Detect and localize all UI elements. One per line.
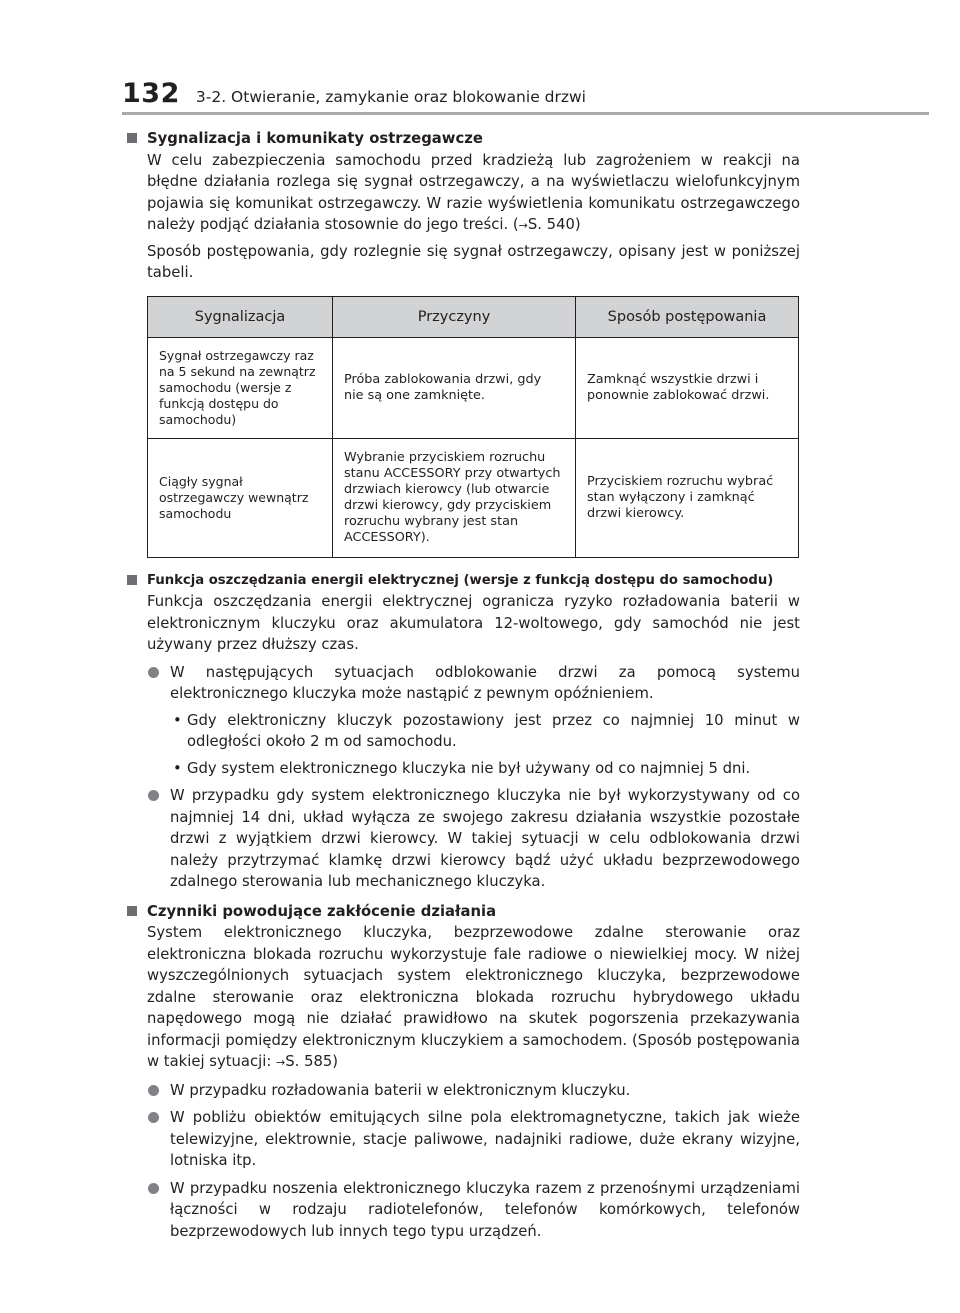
paragraph-text: System elektronicznego kluczyka, bezprzewodowe zdalne sterowanie oraz elektroniczna blokada rozruchu wykorzystuje fale radiowe o niewielkiej mocy. W niżej wyszczególnionych sytuacjach system elektronicznego kluczyka, bezprzewodowe zdalne sterowanie oraz elektroniczna blokada rozruchu hybrydowego układu napędowego mogą nie działać prawidłowo na skutek pogorszenia przekazywania informacji pomiędzy elektronicznym kluczykiem a samochodem. (Sposób postępowania w takiej sytuacji: [147,924,800,1070]
section-heading-energy-saving [125,570,800,592]
list-item [125,1107,800,1172]
paragraph: Funkcja oszczędzania energii elektrycznej ogranicza ryzyko rozładowania baterii w elektronicznym kluczyku oraz akumulatora 12-woltowego, gdy samochód nie jest używany przez dłuższy czas. [147,593,800,653]
column-header: Sposób postępowania [576,296,799,337]
round-bullet-icon [148,667,159,678]
square-bullet-icon [127,575,137,585]
page-number: 132 [122,78,180,109]
round-bullet-icon [148,1183,159,1194]
list-item [125,1178,800,1243]
list-item-text: W przypadku rozładowania baterii w elektronicznym kluczyku. [170,1081,631,1099]
chapter-title: 3-2. Otwieranie, zamykanie oraz blokowanie drzwi [195,88,586,106]
column-header: Przyczyny [333,296,576,337]
table-row [148,438,799,557]
sub-list-item-text: Gdy elektroniczny kluczyk pozostawiony jest przez co najmniej 10 minut w odległości około 2 m od samochodu. [187,711,800,750]
bullet-icon: • [173,759,182,777]
page-reference: S. 585) [285,1053,339,1070]
paragraph-text: W celu zabezpieczenia samochodu przed kradzieżą lub zagrożeniem w reakcji na błędne działania rozlega się sygnał ostrzegawczy, a na wyświetlaczu wielofunkcyjnym pojawia się komunikat ostrzegawczy. W razie wyświetlenia komunikatu ostrzegawczego należy podjąć działania stosownie do jego treści. ( [147,151,800,233]
square-bullet-icon [127,906,137,916]
page-header [122,78,586,109]
column-header: Sygnalizacja [148,296,333,337]
table-cell: Wybranie przyciskiem rozruchu stanu ACCESSORY przy otwartych drzwiach kierowcy (lub otwarcie drzwi kierowcy, gdy przyciskiem rozruchu wybrany jest stan ACCESSORY). [333,438,576,557]
sub-list-item [125,710,800,753]
table-row [148,337,799,438]
table-cell: Ciągły sygnał ostrzegawczy wewnątrz samochodu [148,438,333,557]
section-heading-interference [125,901,800,923]
arrow-icon: → [276,1056,286,1069]
page-reference: S. 540) [527,216,581,233]
list-item [125,662,800,705]
list-item-text: W przypadku gdy system elektronicznego kluczyka nie był wykorzystywany od co najmniej 14 dni, układ wyłącza ze swojego zakresu działania wszystkie pozostałe drzwi z wyjątkiem drzwi kierowcy. W takiej sytuacji w celu odblokowania drzwi należy przytrzymać klamkę drzwi kierowcy bądź użyć układu bezprzewodowego zdalnego sterowania lub mechanicznego kluczyka. [170,787,800,890]
bullet-icon: • [173,711,182,729]
round-bullet-icon [148,1085,159,1096]
list-item [125,785,800,893]
round-bullet-icon [148,1112,159,1123]
list-item-text: W przypadku noszenia elektronicznego kluczyka razem z przenośnymi urządzeniami łączności w rodzaju radiotelefonów, telefonów komórkowych, telefonów bezprzewodowych lub innych tego typu urządzeń. [170,1179,800,1240]
warning-table-wrapper [125,296,800,558]
paragraph [125,150,800,237]
section-heading-text: Sygnalizacja i komunikaty ostrzegawcze [147,130,483,147]
section-heading-text: Funkcja oszczędzania energii elektrycznej (wersje z funkcją dostępu do samochodu) [147,572,774,588]
paragraph [125,922,800,1074]
list-item [125,1080,800,1102]
list-item-text: W następujących sytuacjach odblokowanie drzwi za pomocą systemu elektronicznego kluczyka może nastąpić z pewnym opóźnieniem. [170,663,800,702]
table-cell: Zamknąć wszystkie drzwi i ponownie zablokować drzwi. [576,337,799,438]
table-cell: Sygnał ostrzegawczy raz na 5 sekund na zewnątrz samochodu (wersje z funkcją dostępu do samochodu) [148,337,333,438]
section-heading-text: Czynniki powodujące zakłócenie działania [147,902,497,920]
paragraph: Sposób postępowania, gdy rozlegnie się sygnał ostrzegawczy, opisany jest w poniższej tabeli. [147,242,800,281]
warning-table [147,296,799,558]
list-item-text: W pobliżu obiektów emitujących silne pola elektromagnetyczne, takich jak wieże telewizyjne, elektrownie, stacje paliwowe, nadajniki radiowe, duże ekrany wizyjne, lotniska itp. [170,1109,800,1169]
table-header-row [148,296,799,337]
section-heading-warnings [125,128,800,150]
sub-list-item-text: Gdy system elektronicznego kluczyka nie był używany od co najmniej 5 dni. [187,759,751,777]
table-cell: Przyciskiem rozruchu wybrać stan wyłączony i zamknąć drzwi kierowcy. [576,438,799,557]
round-bullet-icon [148,790,159,801]
header-rule [122,112,929,115]
square-bullet-icon [127,133,137,143]
arrow-icon: → [518,219,528,232]
page-content [125,124,800,1242]
sub-list-item [125,758,800,780]
table-cell: Próba zablokowania drzwi, gdy nie są one zamknięte. [333,337,576,438]
